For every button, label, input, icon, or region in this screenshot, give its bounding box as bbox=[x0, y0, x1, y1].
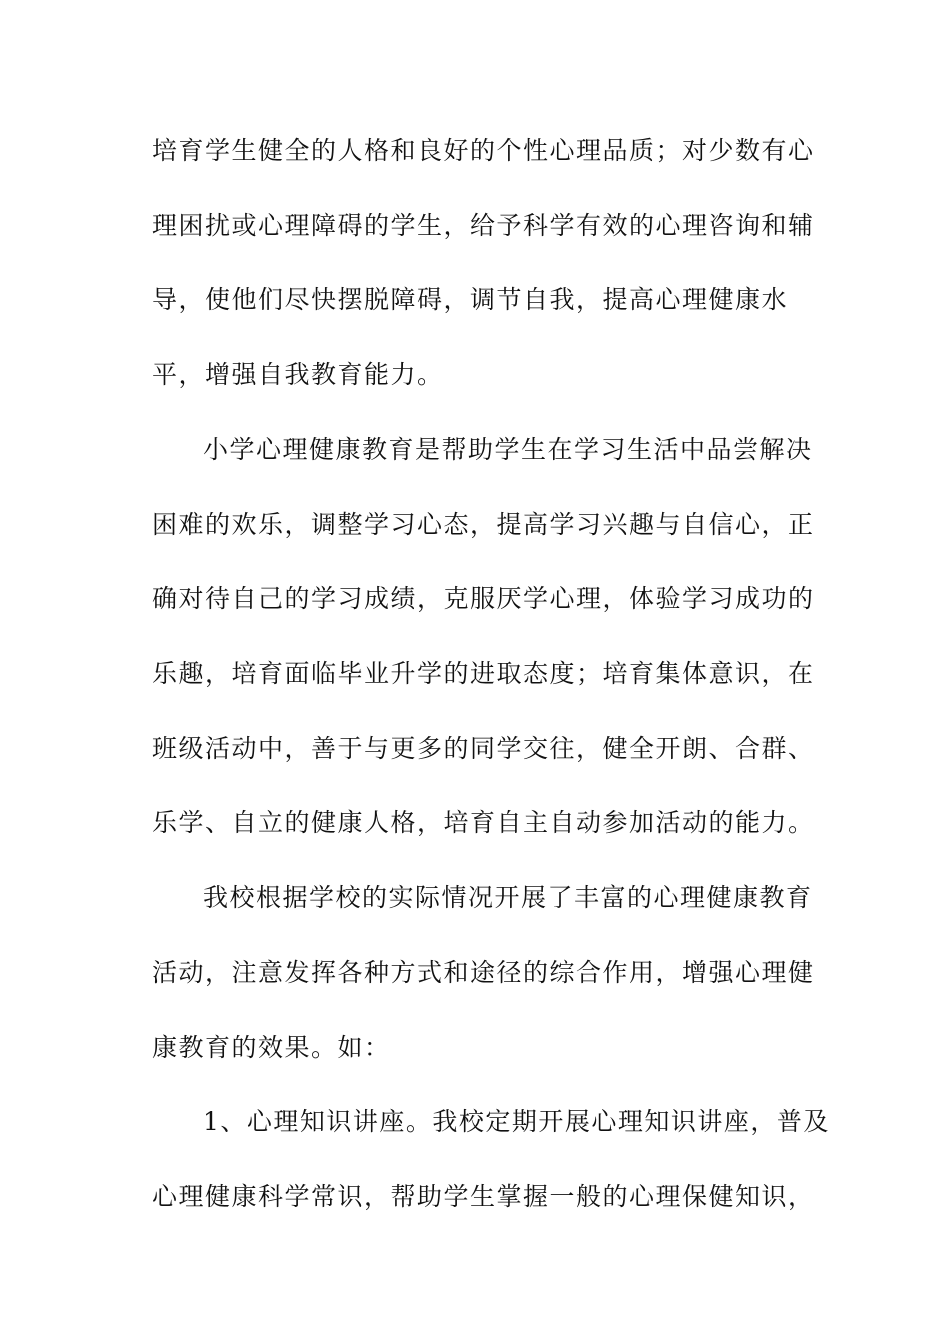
text-line-3: 导，使他们尽快摆脱障碍，调节自我，提高心理健康水 bbox=[152, 285, 789, 314]
paragraph-2-line-5: 班级活动中，善于与更多的同学交往，健全开朗、合群、 bbox=[152, 734, 815, 763]
text-line-2: 理困扰或心理障碍的学生，给予科学有效的心理咨询和辅 bbox=[152, 211, 815, 240]
paragraph-3-line-3: 康教育的效果。如： bbox=[152, 1033, 391, 1062]
paragraph-3-line-2: 活动，注意发挥各种方式和途径的综合作用，增强心理健 bbox=[152, 958, 815, 987]
paragraph-2-line-2: 困难的欢乐，调整学习心态，提高学习兴趣与自信心，正 bbox=[152, 510, 815, 539]
text-line-1: 培育学生健全的人格和良好的个性心理品质；对少数有心 bbox=[152, 136, 815, 165]
text-line-4: 平，增强自我教育能力。 bbox=[152, 360, 444, 389]
paragraph-4-line-2: 心理健康科学常识，帮助学生掌握一般的心理保健知识， bbox=[152, 1182, 815, 1211]
paragraph-2-line-6: 乐学、自立的健康人格，培育自主自动参加活动的能力。 bbox=[152, 808, 815, 837]
paragraph-4-line-1: 1、心理知识讲座。我校定期开展心理知识讲座，普及 bbox=[203, 1107, 830, 1136]
paragraph-2-line-3: 确对待自己的学习成绩，克服厌学心理，体验学习成功的 bbox=[152, 584, 815, 613]
paragraph-2-line-4: 乐趣，培育面临毕业升学的进取态度；培育集体意识，在 bbox=[152, 659, 815, 688]
paragraph-2-line-1: 小学心理健康教育是帮助学生在学习生活中品尝解决 bbox=[203, 435, 813, 464]
paragraph-3-line-1: 我校根据学校的实际情况开展了丰富的心理健康教育 bbox=[203, 883, 813, 912]
